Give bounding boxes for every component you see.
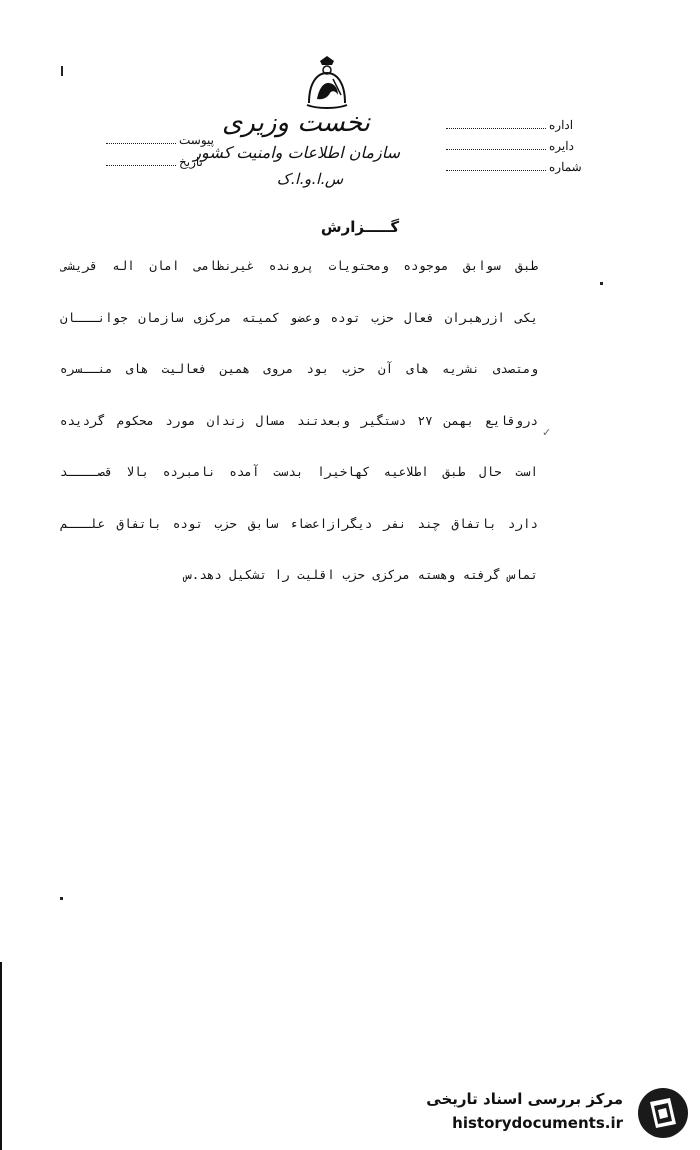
office-dots: [446, 119, 546, 129]
department-field: [446, 139, 574, 153]
report-line: است حال طبق اطلاعیه کهاخیرا بدست آمده نامبرده بالا قصــــد: [60, 464, 538, 479]
report-line: دارد باتفاق چند نفر دیگرازاعضاء سابق حزب توده باتفاق علـــم: [60, 515, 538, 531]
watermark: [380, 1082, 698, 1144]
watermark-url: historydocuments.ir: [452, 1114, 623, 1132]
number-label: شماره: [549, 160, 582, 174]
report-line: دروقایع بهمن ۲۷ دستگیر وبعدتند مسال زندان مورد محکوم گردیده: [60, 412, 538, 428]
attachment-label: پیوست: [179, 133, 214, 147]
number-dots: [446, 161, 546, 171]
report-body: [60, 258, 538, 619]
margin-tick-mark: ✓: [542, 426, 552, 439]
stray-mark: [60, 897, 63, 900]
report-line: ومتصدی نشریه های آن حزب بود مروی همین فعالیت های منــسره: [60, 361, 538, 376]
attachment-field: [106, 133, 214, 147]
date-dots: [106, 156, 176, 166]
attachment-dots: [106, 134, 176, 144]
archive-logo-icon: [636, 1086, 690, 1140]
date-field: [106, 155, 203, 169]
watermark-title: مرکز بررسی اسناد تاریخی: [426, 1090, 623, 1108]
header-code: س.ا.و.ا.ک: [276, 170, 344, 188]
date-label: تاریخ: [179, 155, 203, 169]
scan-margin-edge: [0, 962, 2, 1150]
office-label: اداره: [549, 118, 574, 132]
report-title: گـــــزارش: [320, 218, 400, 236]
report-line: تماس گرفته وهسته مرکزی حزب اقلیت را تشکیل دهد.س: [184, 567, 538, 582]
department-dots: [446, 140, 546, 150]
report-line: طبق سوابق موجوده ومحتویات پرونده غیرنظامی امان اله قریشی: [60, 258, 538, 273]
header-title: نخست وزیری: [221, 108, 370, 138]
office-field: [446, 118, 573, 132]
stray-mark: [61, 66, 63, 76]
header-organization: سازمان اطلاعات وامنیت کشور: [193, 143, 400, 162]
department-label: دایره: [549, 139, 574, 153]
report-line: یکی ازرهبران فعال حزب توده وعضو کمیته مرکزی سازمان جوانـــان: [60, 309, 538, 325]
lion-and-sun-emblem-icon: [300, 55, 354, 111]
number-field: [446, 160, 582, 174]
stray-mark: [600, 282, 603, 285]
